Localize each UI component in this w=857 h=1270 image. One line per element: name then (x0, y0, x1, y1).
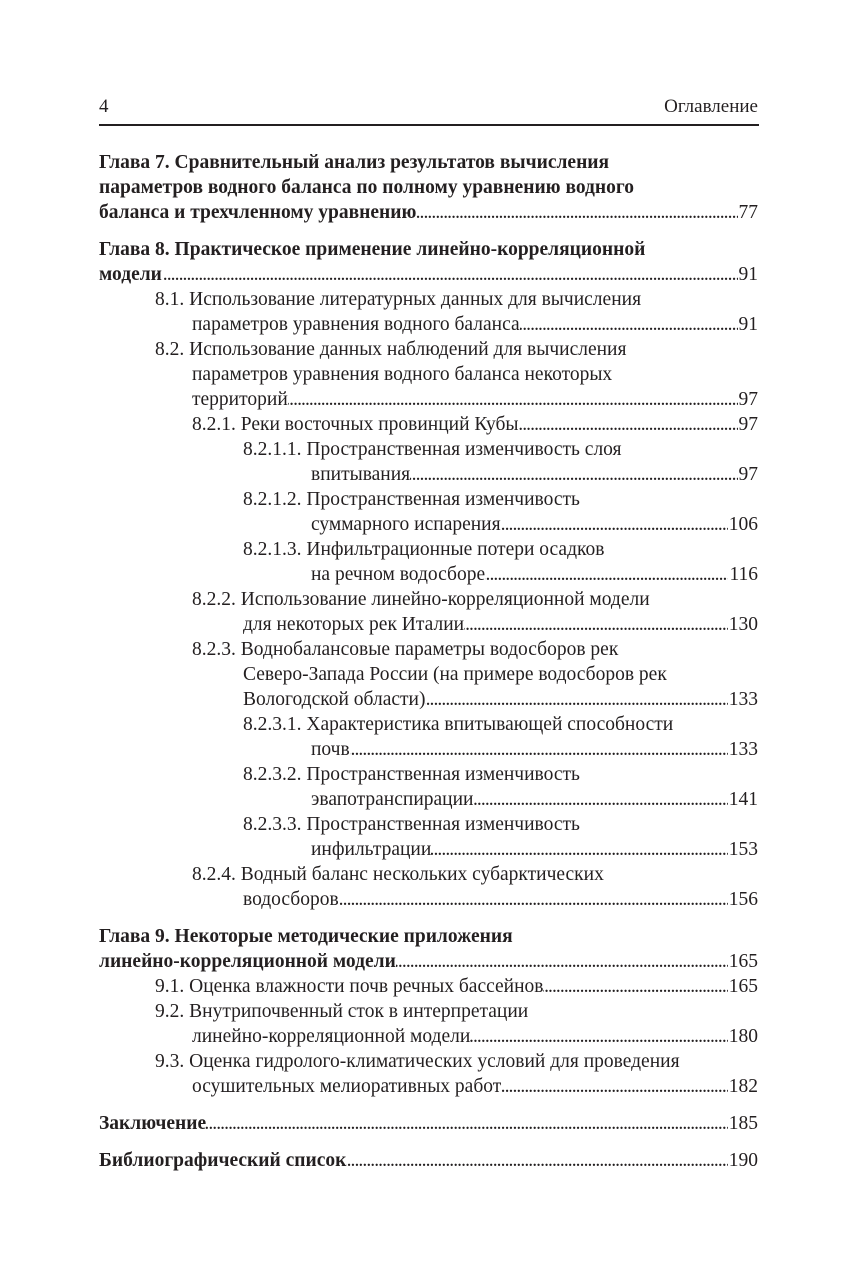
toc-entry-title: Библиографический список (99, 1150, 347, 1171)
toc-entry-title: параметров водного баланса по полному уравнению водного (99, 177, 635, 198)
toc-entry-title: Глава 8. Практическое применение линейно-корреляционной (99, 239, 646, 260)
toc-page-number: 116 (729, 564, 758, 585)
toc-entry-line (99, 362, 758, 387)
toc-entry-title: 9.1. Оценка влажности почв речных бассейнов (155, 976, 544, 997)
page-number: 4 (99, 96, 109, 117)
toc-entry-line (99, 712, 758, 737)
toc-entry-line (99, 974, 758, 999)
toc-entry-line (99, 537, 758, 562)
toc-entry[interactable] (99, 999, 758, 1049)
toc-page-number: 185 (728, 1113, 758, 1134)
dot-leader (473, 787, 727, 812)
toc-entry[interactable] (99, 712, 758, 762)
toc-entry-title: водосборов (243, 889, 339, 910)
toc-entry-title: 8.2.3.2. Пространственная изменчивость (243, 764, 580, 785)
toc-entry-title: 9.3. Оценка гидролого-климатических условий для проведения (155, 1051, 680, 1072)
toc-entry-line (99, 437, 758, 462)
toc-page-number: 133 (728, 739, 758, 760)
toc-entry-title: инфильтрации (311, 839, 432, 860)
toc-entry-title: 8.1. Использование литературных данных для вычисления (155, 289, 642, 310)
toc-entry[interactable] (99, 862, 758, 912)
toc-entry[interactable] (99, 924, 758, 974)
toc-entry-title: осушительных мелиоративных работ (192, 1076, 502, 1097)
toc-entry[interactable] (99, 762, 758, 812)
toc-entry-title: впитывания (311, 464, 411, 485)
toc-entry-title: Глава 9. Некоторые методические приложения (99, 926, 513, 947)
toc-entry-line (99, 812, 758, 837)
toc-entry-title: 8.2. Использование данных наблюдений для вычисления (155, 339, 627, 360)
toc-entry[interactable] (99, 537, 758, 587)
toc-entry-title: 8.2.1.3. Инфильтрационные потери осадков (243, 539, 605, 560)
toc-entry-line (99, 387, 758, 412)
toc-page-number: 130 (728, 614, 758, 635)
toc-page-number: 133 (728, 689, 758, 710)
toc-page-number: 97 (738, 389, 758, 410)
table-of-contents (99, 150, 758, 1173)
toc-entry-title: 8.2.1.1. Пространственная изменчивость слоя (243, 439, 622, 460)
toc-entry-line (99, 1049, 758, 1074)
toc-entry-line (99, 862, 758, 887)
toc-entry-line (99, 175, 758, 200)
toc-entry-title: 8.2.1.2. Пространственная изменчивость (243, 489, 580, 510)
toc-entry[interactable] (99, 637, 758, 712)
section-title: Оглавление (664, 96, 758, 117)
toc-entry[interactable] (99, 487, 758, 537)
toc-entry-title: 8.2.3.3. Пространственная изменчивость (243, 814, 580, 835)
dot-leader (501, 512, 728, 537)
toc-entry[interactable] (99, 337, 758, 412)
toc-entry[interactable] (99, 150, 758, 225)
toc-entry-line (99, 512, 758, 537)
toc-entry-title: 8.2.4. Водный баланс нескольких субарктических (192, 864, 604, 885)
toc-entry-title: Северо-Запада России (на примере водосборов рек (243, 664, 667, 685)
dot-leader (543, 974, 727, 999)
toc-entry-title: территорий (192, 389, 288, 410)
toc-entry-title: линейно-корреляционной модели (192, 1026, 471, 1047)
toc-entry-title: баланса и трехчленному уравнению (99, 202, 417, 223)
toc-entry-line (99, 662, 758, 687)
toc-entry-line (99, 487, 758, 512)
toc-entry[interactable] (99, 412, 758, 437)
toc-entry-line (99, 462, 758, 487)
toc-entry-title: Глава 7. Сравнительный анализ результатов вычисления (99, 152, 610, 173)
dot-leader (520, 312, 738, 337)
toc-entry-line (99, 637, 758, 662)
toc-entry-line (99, 737, 758, 762)
toc-entry-line (99, 924, 758, 949)
toc-entry[interactable] (99, 812, 758, 862)
toc-page-number: 180 (728, 1026, 758, 1047)
toc-entry-title: линейно-корреляционной модели (99, 951, 396, 972)
dot-leader (162, 262, 738, 287)
toc-entry-line (99, 687, 758, 712)
toc-entry-line (99, 787, 758, 812)
dot-leader (339, 887, 728, 912)
toc-entry-title: 8.2.3. Воднобалансовые параметры водосборов рек (192, 639, 619, 660)
toc-entry-title: Вологодской области) (243, 689, 426, 710)
toc-entry-title: параметров уравнения водного баланса некоторых (192, 364, 613, 385)
dot-leader (350, 737, 728, 762)
toc-entry-title: Заключение (99, 1113, 207, 1134)
toc-entry-title: 8.2.2. Использование линейно-корреляционной модели (192, 589, 650, 610)
dot-leader (206, 1111, 728, 1136)
dot-leader (346, 1148, 727, 1173)
toc-entry-title: 9.2. Внутрипочвенный сток в интерпретации (155, 1001, 529, 1022)
dot-leader (425, 687, 727, 712)
dot-leader (470, 1024, 727, 1049)
dot-leader (416, 200, 737, 225)
toc-entry-line (99, 837, 758, 862)
toc-entry-line (99, 887, 758, 912)
dot-leader (288, 387, 738, 412)
dot-leader (396, 949, 728, 974)
toc-entry[interactable] (99, 974, 758, 999)
toc-entry-line (99, 999, 758, 1024)
toc-page-number: 97 (738, 414, 758, 435)
toc-page-number: 77 (738, 202, 758, 223)
toc-entry-line (99, 562, 758, 587)
toc-entry-title: 8.2.3.1. Характеристика впитывающей способности (243, 714, 674, 735)
toc-entry-line (99, 762, 758, 787)
toc-page-number: 156 (728, 889, 758, 910)
toc-entry-line (99, 1148, 758, 1173)
toc-page-number: 91 (738, 264, 758, 285)
dot-leader (518, 412, 737, 437)
toc-entry-line (99, 150, 758, 175)
header-rule (99, 124, 759, 126)
toc-entry[interactable] (99, 1148, 758, 1173)
toc-entry-title: для некоторых рек Италии (243, 614, 465, 635)
dot-leader (431, 837, 727, 862)
toc-entry-line (99, 312, 758, 337)
toc-entry[interactable] (99, 237, 758, 287)
dot-leader (485, 562, 728, 587)
toc-entry-title: на речном водосборе (311, 564, 486, 585)
toc-entry[interactable] (99, 287, 758, 337)
toc-entry-line (99, 287, 758, 312)
toc-entry[interactable] (99, 1049, 758, 1099)
toc-entry-title: параметров уравнения водного баланса (192, 314, 520, 335)
toc-entry-title: эвапотранспирации (311, 789, 474, 810)
toc-entry-title: 8.2.1. Реки восточных провинций Кубы (192, 414, 519, 435)
toc-entry-line (99, 1074, 758, 1099)
toc-entry-line (99, 612, 758, 637)
toc-entry-title: модели (99, 264, 162, 285)
toc-entry-line (99, 587, 758, 612)
dot-leader (501, 1074, 727, 1099)
toc-entry-line (99, 237, 758, 262)
toc-page-number: 165 (728, 976, 758, 997)
toc-page-number: 182 (728, 1076, 758, 1097)
toc-entry-title: суммарного испарения (311, 514, 501, 535)
toc-entry-line (99, 412, 758, 437)
toc-page-number: 106 (728, 514, 758, 535)
toc-entry-line (99, 200, 758, 225)
toc-page-number: 91 (738, 314, 758, 335)
toc-entry-line (99, 949, 758, 974)
toc-page-number: 141 (728, 789, 758, 810)
toc-page-number: 97 (738, 464, 758, 485)
dot-leader (410, 462, 737, 487)
toc-page-number: 165 (728, 951, 758, 972)
toc-entry[interactable] (99, 1111, 758, 1136)
toc-entry-title: почв (311, 739, 350, 760)
toc-page-number: 153 (728, 839, 758, 860)
toc-entry-line (99, 1111, 758, 1136)
toc-entry[interactable] (99, 437, 758, 487)
toc-page-number: 190 (728, 1150, 758, 1171)
toc-entry[interactable] (99, 587, 758, 637)
toc-entry-line (99, 1024, 758, 1049)
dot-leader (464, 612, 728, 637)
toc-entry-line (99, 337, 758, 362)
toc-entry-line (99, 262, 758, 287)
running-header (99, 96, 758, 122)
